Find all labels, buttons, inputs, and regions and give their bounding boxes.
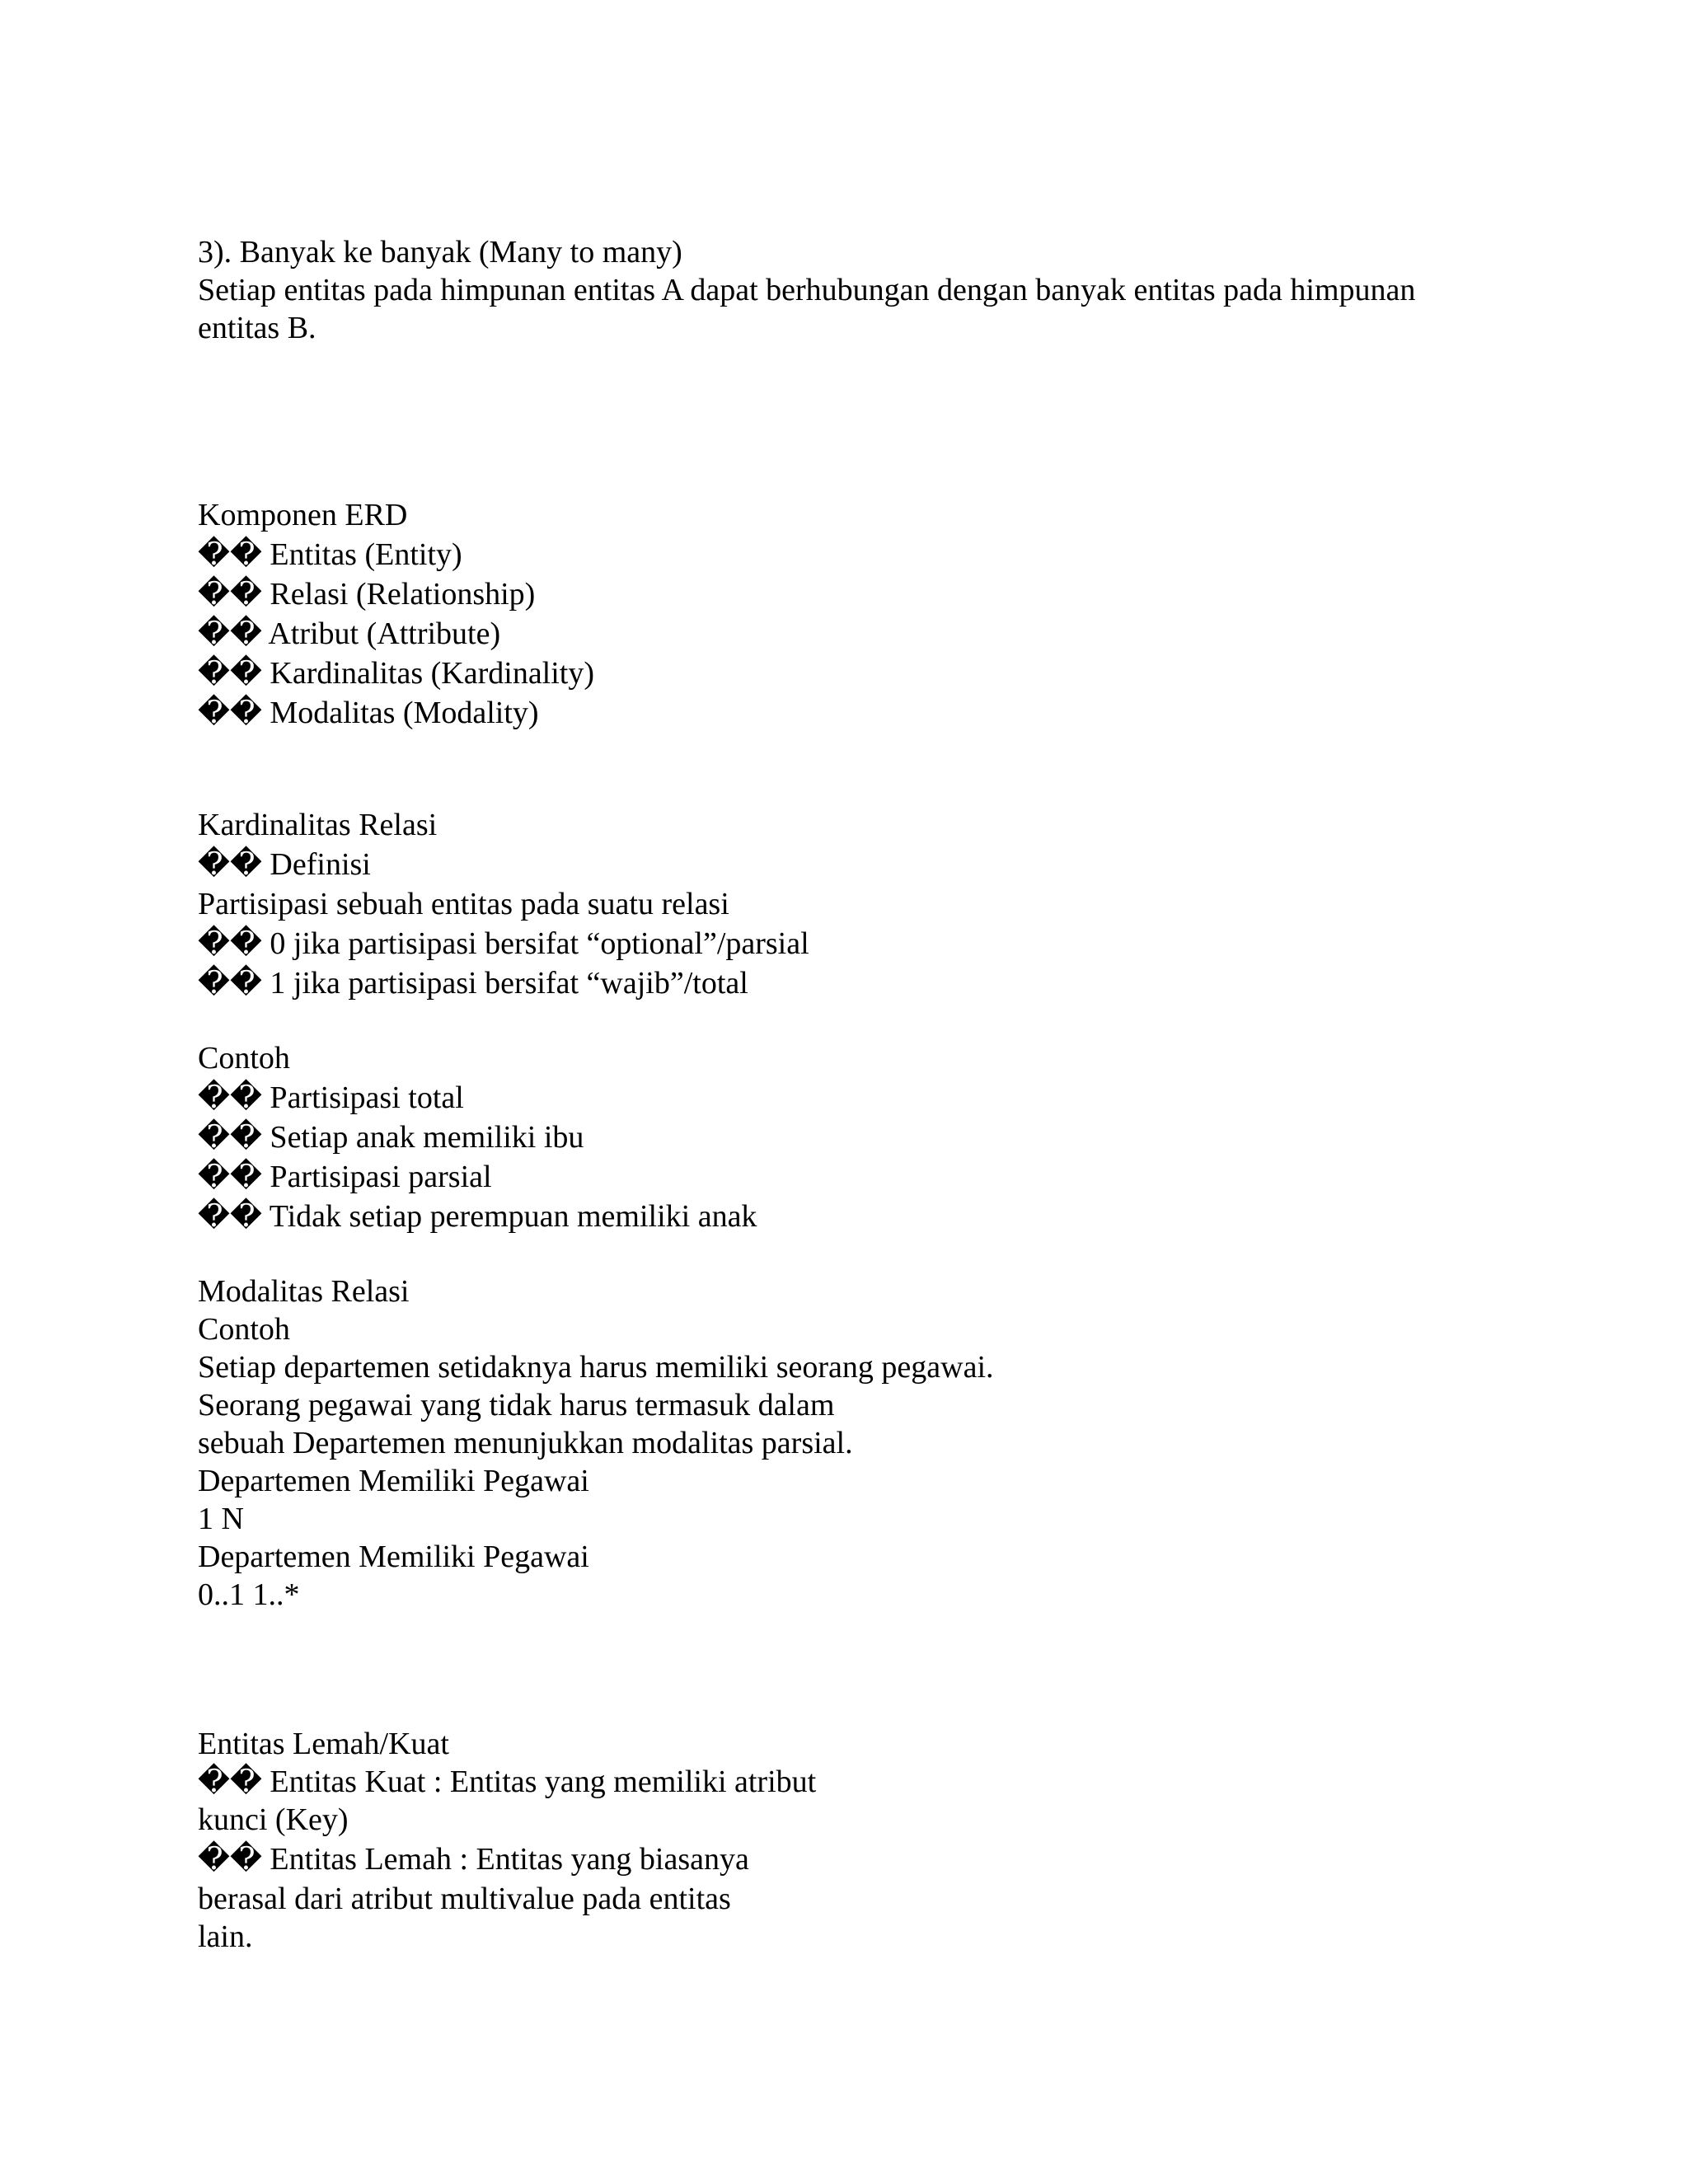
section-heading-komponen-erd: Komponen ERD [198, 498, 408, 532]
section-heading-entitas-lemah-kuat: Entitas Lemah/Kuat [198, 1727, 449, 1761]
text-line: Partisipasi sebuah entitas pada suatu relasi [198, 887, 729, 921]
list-item: �� 0 jika partisipasi bersifat “optional”/parsial [198, 926, 809, 961]
list-item: �� Atribut (Attribute) [198, 616, 501, 651]
text-line: 0..1 1..* [198, 1577, 300, 1612]
text-line: Seorang pegawai yang tidak harus termasuk dalam [198, 1388, 835, 1422]
list-item: �� Tidak setiap perempuan memiliki anak [198, 1199, 757, 1234]
list-item: �� Relasi (Relationship) [198, 577, 536, 612]
text-line: Contoh [198, 1312, 290, 1347]
list-item: �� Entitas Kuat : Entitas yang memiliki atribut [198, 1765, 817, 1799]
list-item: �� Kardinalitas (Kardinality) [198, 656, 595, 691]
text-line: lain. [198, 1919, 253, 1954]
section-heading-many-to-many: 3). Banyak ke banyak (Many to many) [198, 235, 682, 269]
section-heading-kardinalitas-relasi: Kardinalitas Relasi [198, 808, 438, 842]
section-heading-modalitas-relasi: Modalitas Relasi [198, 1274, 410, 1309]
text-line: Setiap entitas pada himpunan entitas A dapat berhubungan dengan banyak entitas pada himpunan [198, 273, 1416, 307]
text-line: berasal dari atribut multivalue pada entitas [198, 1882, 731, 1916]
section-heading-contoh: Contoh [198, 1041, 290, 1076]
list-item: �� Setiap anak memiliki ibu [198, 1120, 584, 1155]
text-line: entitas B. [198, 311, 316, 345]
text-line: Departemen Memiliki Pegawai [198, 1464, 589, 1498]
list-item: �� 1 jika partisipasi bersifat “wajib”/total [198, 966, 748, 1001]
list-item: �� Entitas Lemah : Entitas yang biasanya [198, 1842, 749, 1877]
text-line: sebuah Departemen menunjukkan modalitas parsial. [198, 1426, 853, 1460]
text-line: Setiap departemen setidaknya harus memiliki seorang pegawai. [198, 1350, 994, 1385]
list-item: �� Partisipasi total [198, 1080, 464, 1115]
list-item: �� Partisipasi parsial [198, 1160, 492, 1194]
text-line: kunci (Key) [198, 1802, 349, 1837]
list-item: �� Modalitas (Modality) [198, 696, 539, 730]
text-line: Departemen Memiliki Pegawai [198, 1540, 589, 1574]
text-line: 1 N [198, 1502, 244, 1536]
list-item: �� Entitas (Entity) [198, 537, 462, 572]
list-item: �� Definisi [198, 847, 371, 882]
